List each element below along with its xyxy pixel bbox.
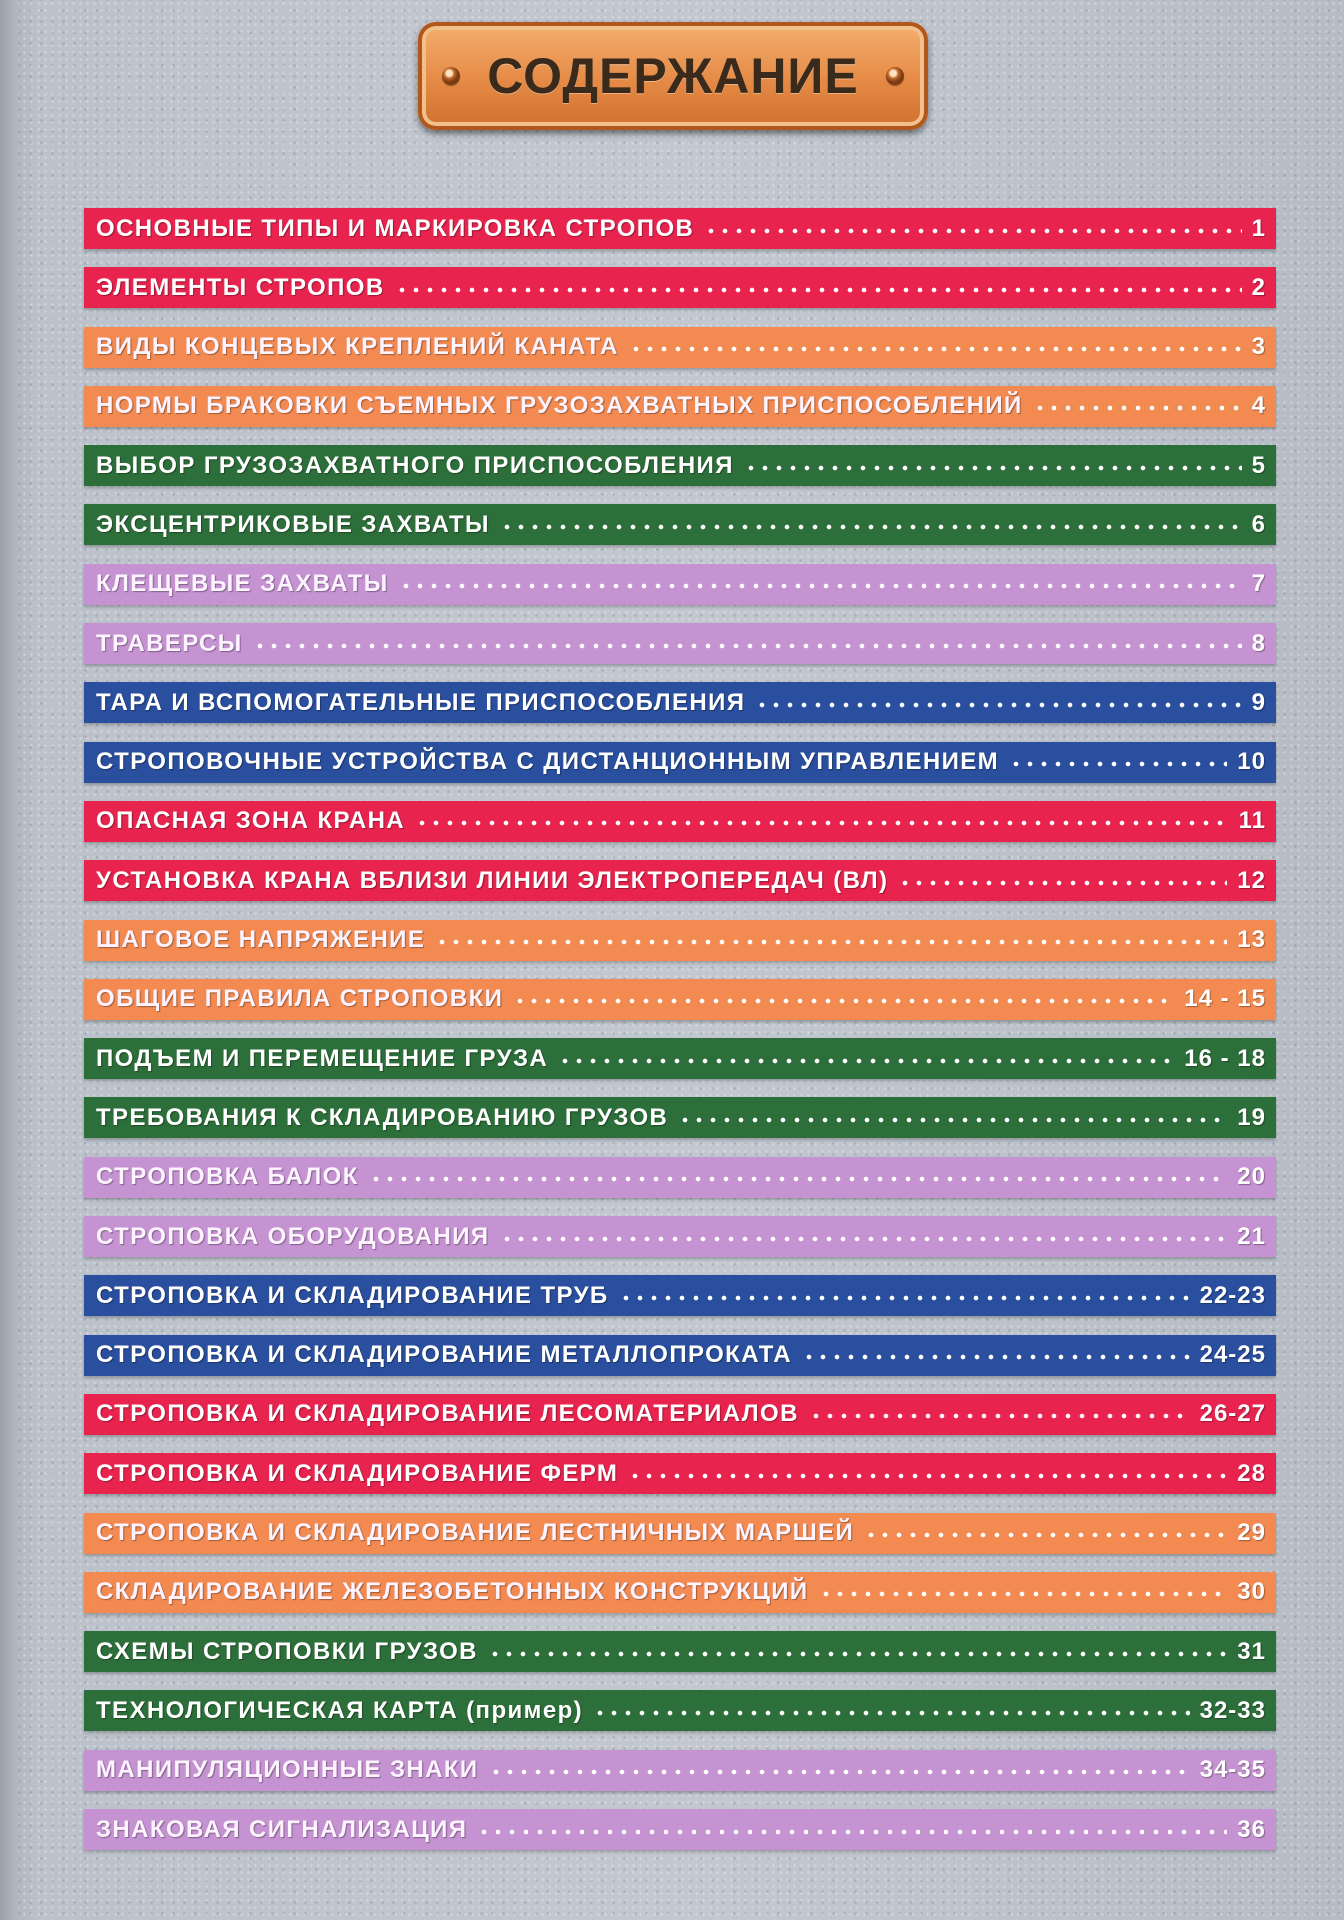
dot-leader: [744, 454, 1242, 478]
dot-leader: [864, 1521, 1227, 1545]
dot-leader: [477, 1818, 1227, 1842]
toc-row-page: 24-25: [1199, 1341, 1266, 1369]
dot-leader: [819, 1580, 1228, 1604]
toc-row-title: ШАГОВОЕ НАПРЯЖЕНИЕ: [96, 926, 426, 954]
toc-row-title: НОРМЫ БРАКОВКИ СЪЕМНЫХ ГРУЗОЗАХВАТНЫХ ПРИСПОСОБЛЕНИЙ: [96, 392, 1023, 420]
toc-row-page: 32-33: [1199, 1696, 1266, 1724]
dot-leader: [593, 1699, 1190, 1723]
toc-row-page: 9: [1251, 688, 1266, 716]
toc-row-22[interactable]: [84, 1453, 1276, 1494]
dot-leader: [399, 572, 1242, 596]
toc-row-27[interactable]: [84, 1750, 1276, 1791]
toc-row-12[interactable]: [84, 860, 1276, 901]
toc-row-9[interactable]: [84, 682, 1276, 723]
toc-row-page: 16 - 18: [1184, 1044, 1266, 1072]
dot-leader: [369, 1165, 1228, 1189]
toc-row-page: 5: [1251, 451, 1266, 479]
toc-row-page: 29: [1237, 1519, 1266, 1547]
dot-leader: [435, 928, 1227, 952]
toc-row-page: 4: [1251, 392, 1266, 420]
toc-row-page: 31: [1237, 1637, 1266, 1665]
toc-row-page: 2: [1251, 273, 1266, 301]
dot-leader: [500, 513, 1242, 537]
toc-row-6[interactable]: [84, 504, 1276, 545]
toc-row-title: СТРОПОВКА И СКЛАДИРОВАНИЕ ТРУБ: [96, 1281, 609, 1309]
toc-row-21[interactable]: [84, 1394, 1276, 1435]
toc-row-13[interactable]: [84, 920, 1276, 961]
page-title: СОДЕРЖАНИЕ: [487, 48, 859, 104]
dot-leader: [629, 335, 1242, 359]
dot-leader: [1033, 394, 1242, 418]
toc-row-16[interactable]: [84, 1097, 1276, 1138]
toc-row-title: ЗНАКОВАЯ СИГНАЛИЗАЦИЯ: [96, 1815, 468, 1843]
toc-row-8[interactable]: [84, 623, 1276, 664]
title-plaque: [418, 22, 928, 130]
toc-row-title: ЭКСЦЕНТРИКОВЫЕ ЗАХВАТЫ: [96, 510, 490, 538]
toc-row-page: 7: [1251, 570, 1266, 598]
toc-row-25[interactable]: [84, 1631, 1276, 1672]
dot-leader: [704, 217, 1241, 241]
dot-leader: [1009, 750, 1227, 774]
toc-row-17[interactable]: [84, 1157, 1276, 1198]
toc-row-title: СТРОПОВКА И СКЛАДИРОВАНИЕ ЛЕСОМАТЕРИАЛОВ: [96, 1400, 799, 1428]
toc-row-title: СТРОПОВКА ОБОРУДОВАНИЯ: [96, 1222, 490, 1250]
toc-row-3[interactable]: [84, 327, 1276, 368]
toc-row-28[interactable]: [84, 1809, 1276, 1850]
dot-leader: [802, 1343, 1190, 1367]
dot-leader: [898, 869, 1227, 893]
dot-leader: [628, 1462, 1227, 1486]
toc-row-page: 26-27: [1199, 1400, 1266, 1428]
toc-row-title: СКЛАДИРОВАНИЕ ЖЕЛЕЗОБЕТОННЫХ КОНСТРУКЦИЙ: [96, 1578, 809, 1606]
toc-row-1[interactable]: [84, 208, 1276, 249]
toc-row-page: 12: [1237, 866, 1266, 894]
toc-row-title: ЭЛЕМЕНТЫ СТРОПОВ: [96, 273, 385, 301]
toc-row-title: СТРОПОВКА И СКЛАДИРОВАНИЕ ФЕРМ: [96, 1459, 619, 1487]
dot-leader: [809, 1402, 1190, 1426]
toc-row-title: МАНИПУЛЯЦИОННЫЕ ЗНАКИ: [96, 1756, 479, 1784]
toc-row-26[interactable]: [84, 1690, 1276, 1731]
toc-row-page: 6: [1251, 510, 1266, 538]
toc-row-title: КЛЕЩЕВЫЕ ЗАХВАТЫ: [96, 570, 389, 598]
toc-row-title: ПОДЪЕМ И ПЕРЕМЕЩЕНИЕ ГРУЗА: [96, 1044, 549, 1072]
toc-row-title: ТРАВЕРСЫ: [96, 629, 243, 657]
toc-row-page: 28: [1237, 1459, 1266, 1487]
toc-row-page: 21: [1237, 1222, 1266, 1250]
toc-row-20[interactable]: [84, 1335, 1276, 1376]
toc-row-title: ОСНОВНЫЕ ТИПЫ И МАРКИРОВКА СТРОПОВ: [96, 214, 695, 242]
dot-leader: [755, 691, 1241, 715]
toc-row-5[interactable]: [84, 445, 1276, 486]
toc-row-title: УСТАНОВКА КРАНА ВБЛИЗИ ЛИНИИ ЭЛЕКТРОПЕРЕДАЧ (ВЛ): [96, 866, 889, 894]
toc-row-page: 19: [1237, 1103, 1266, 1131]
toc-row-24[interactable]: [84, 1572, 1276, 1613]
toc-row-title: ВИДЫ КОНЦЕВЫХ КРЕПЛЕНИЙ КАНАТА: [96, 333, 619, 361]
toc-row-title: ОБЩИЕ ПРАВИЛА СТРОПОВКИ: [96, 985, 504, 1013]
toc-row-page: 20: [1237, 1163, 1266, 1191]
page-spine-shadow: [0, 0, 18, 1920]
toc-row-2[interactable]: [84, 267, 1276, 308]
toc-row-page: 10: [1237, 748, 1266, 776]
dot-leader: [253, 632, 1242, 656]
toc-row-page: 30: [1237, 1578, 1266, 1606]
dot-leader: [558, 1047, 1174, 1071]
toc-row-page: 22-23: [1199, 1281, 1266, 1309]
toc-row-title: ВЫБОР ГРУЗОЗАХВАТНОГО ПРИСПОСОБЛЕНИЯ: [96, 451, 734, 479]
toc-row-title: СТРОПОВКА И СКЛАДИРОВАНИЕ МЕТАЛЛОПРОКАТА: [96, 1341, 793, 1369]
dot-leader: [678, 1106, 1227, 1130]
toc-row-title: ТРЕБОВАНИЯ К СКЛАДИРОВАНИЮ ГРУЗОВ: [96, 1103, 669, 1131]
toc-row-10[interactable]: [84, 742, 1276, 783]
toc-row-7[interactable]: [84, 564, 1276, 605]
dot-leader: [415, 809, 1229, 833]
toc-row-page: 1: [1251, 214, 1266, 242]
toc-row-title: СХЕМЫ СТРОПОВКИ ГРУЗОВ: [96, 1637, 478, 1665]
toc-row-11[interactable]: [84, 801, 1276, 842]
toc-row-page: 34-35: [1199, 1756, 1266, 1784]
toc-row-title: СТРОПОВОЧНЫЕ УСТРОЙСТВА С ДИСТАНЦИОННЫМ УПРАВЛЕНИЕМ: [96, 748, 1000, 776]
toc-row-page: 13: [1237, 926, 1266, 954]
toc-row-page: 3: [1251, 333, 1266, 361]
table-of-contents: [84, 208, 1276, 1868]
dot-leader: [488, 1640, 1227, 1664]
toc-row-page: 8: [1251, 629, 1266, 657]
toc-row-15[interactable]: [84, 1038, 1276, 1079]
toc-row-14[interactable]: [84, 979, 1276, 1020]
toc-row-title: СТРОПОВКА И СКЛАДИРОВАНИЕ ЛЕСТНИЧНЫХ МАРШЕЙ: [96, 1519, 855, 1547]
toc-row-18[interactable]: [84, 1216, 1276, 1257]
toc-row-4[interactable]: [84, 386, 1276, 427]
dot-leader: [500, 1225, 1228, 1249]
dot-leader: [619, 1284, 1190, 1308]
toc-row-title: СТРОПОВКА БАЛОК: [96, 1163, 359, 1191]
toc-row-page: 36: [1237, 1815, 1266, 1843]
toc-row-23[interactable]: [84, 1513, 1276, 1554]
dot-leader: [489, 1758, 1190, 1782]
toc-row-title: ТЕХНОЛОГИЧЕСКАЯ КАРТА (пример): [96, 1696, 584, 1724]
toc-row-title: ТАРА И ВСПОМОГАТЕЛЬНЫЕ ПРИСПОСОБЛЕНИЯ: [96, 688, 746, 716]
toc-row-page: 11: [1238, 807, 1266, 835]
toc-row-page: 14 - 15: [1184, 985, 1266, 1013]
toc-row-title: ОПАСНАЯ ЗОНА КРАНА: [96, 807, 406, 835]
dot-leader: [395, 276, 1242, 300]
dot-leader: [513, 987, 1174, 1011]
toc-row-19[interactable]: [84, 1275, 1276, 1316]
